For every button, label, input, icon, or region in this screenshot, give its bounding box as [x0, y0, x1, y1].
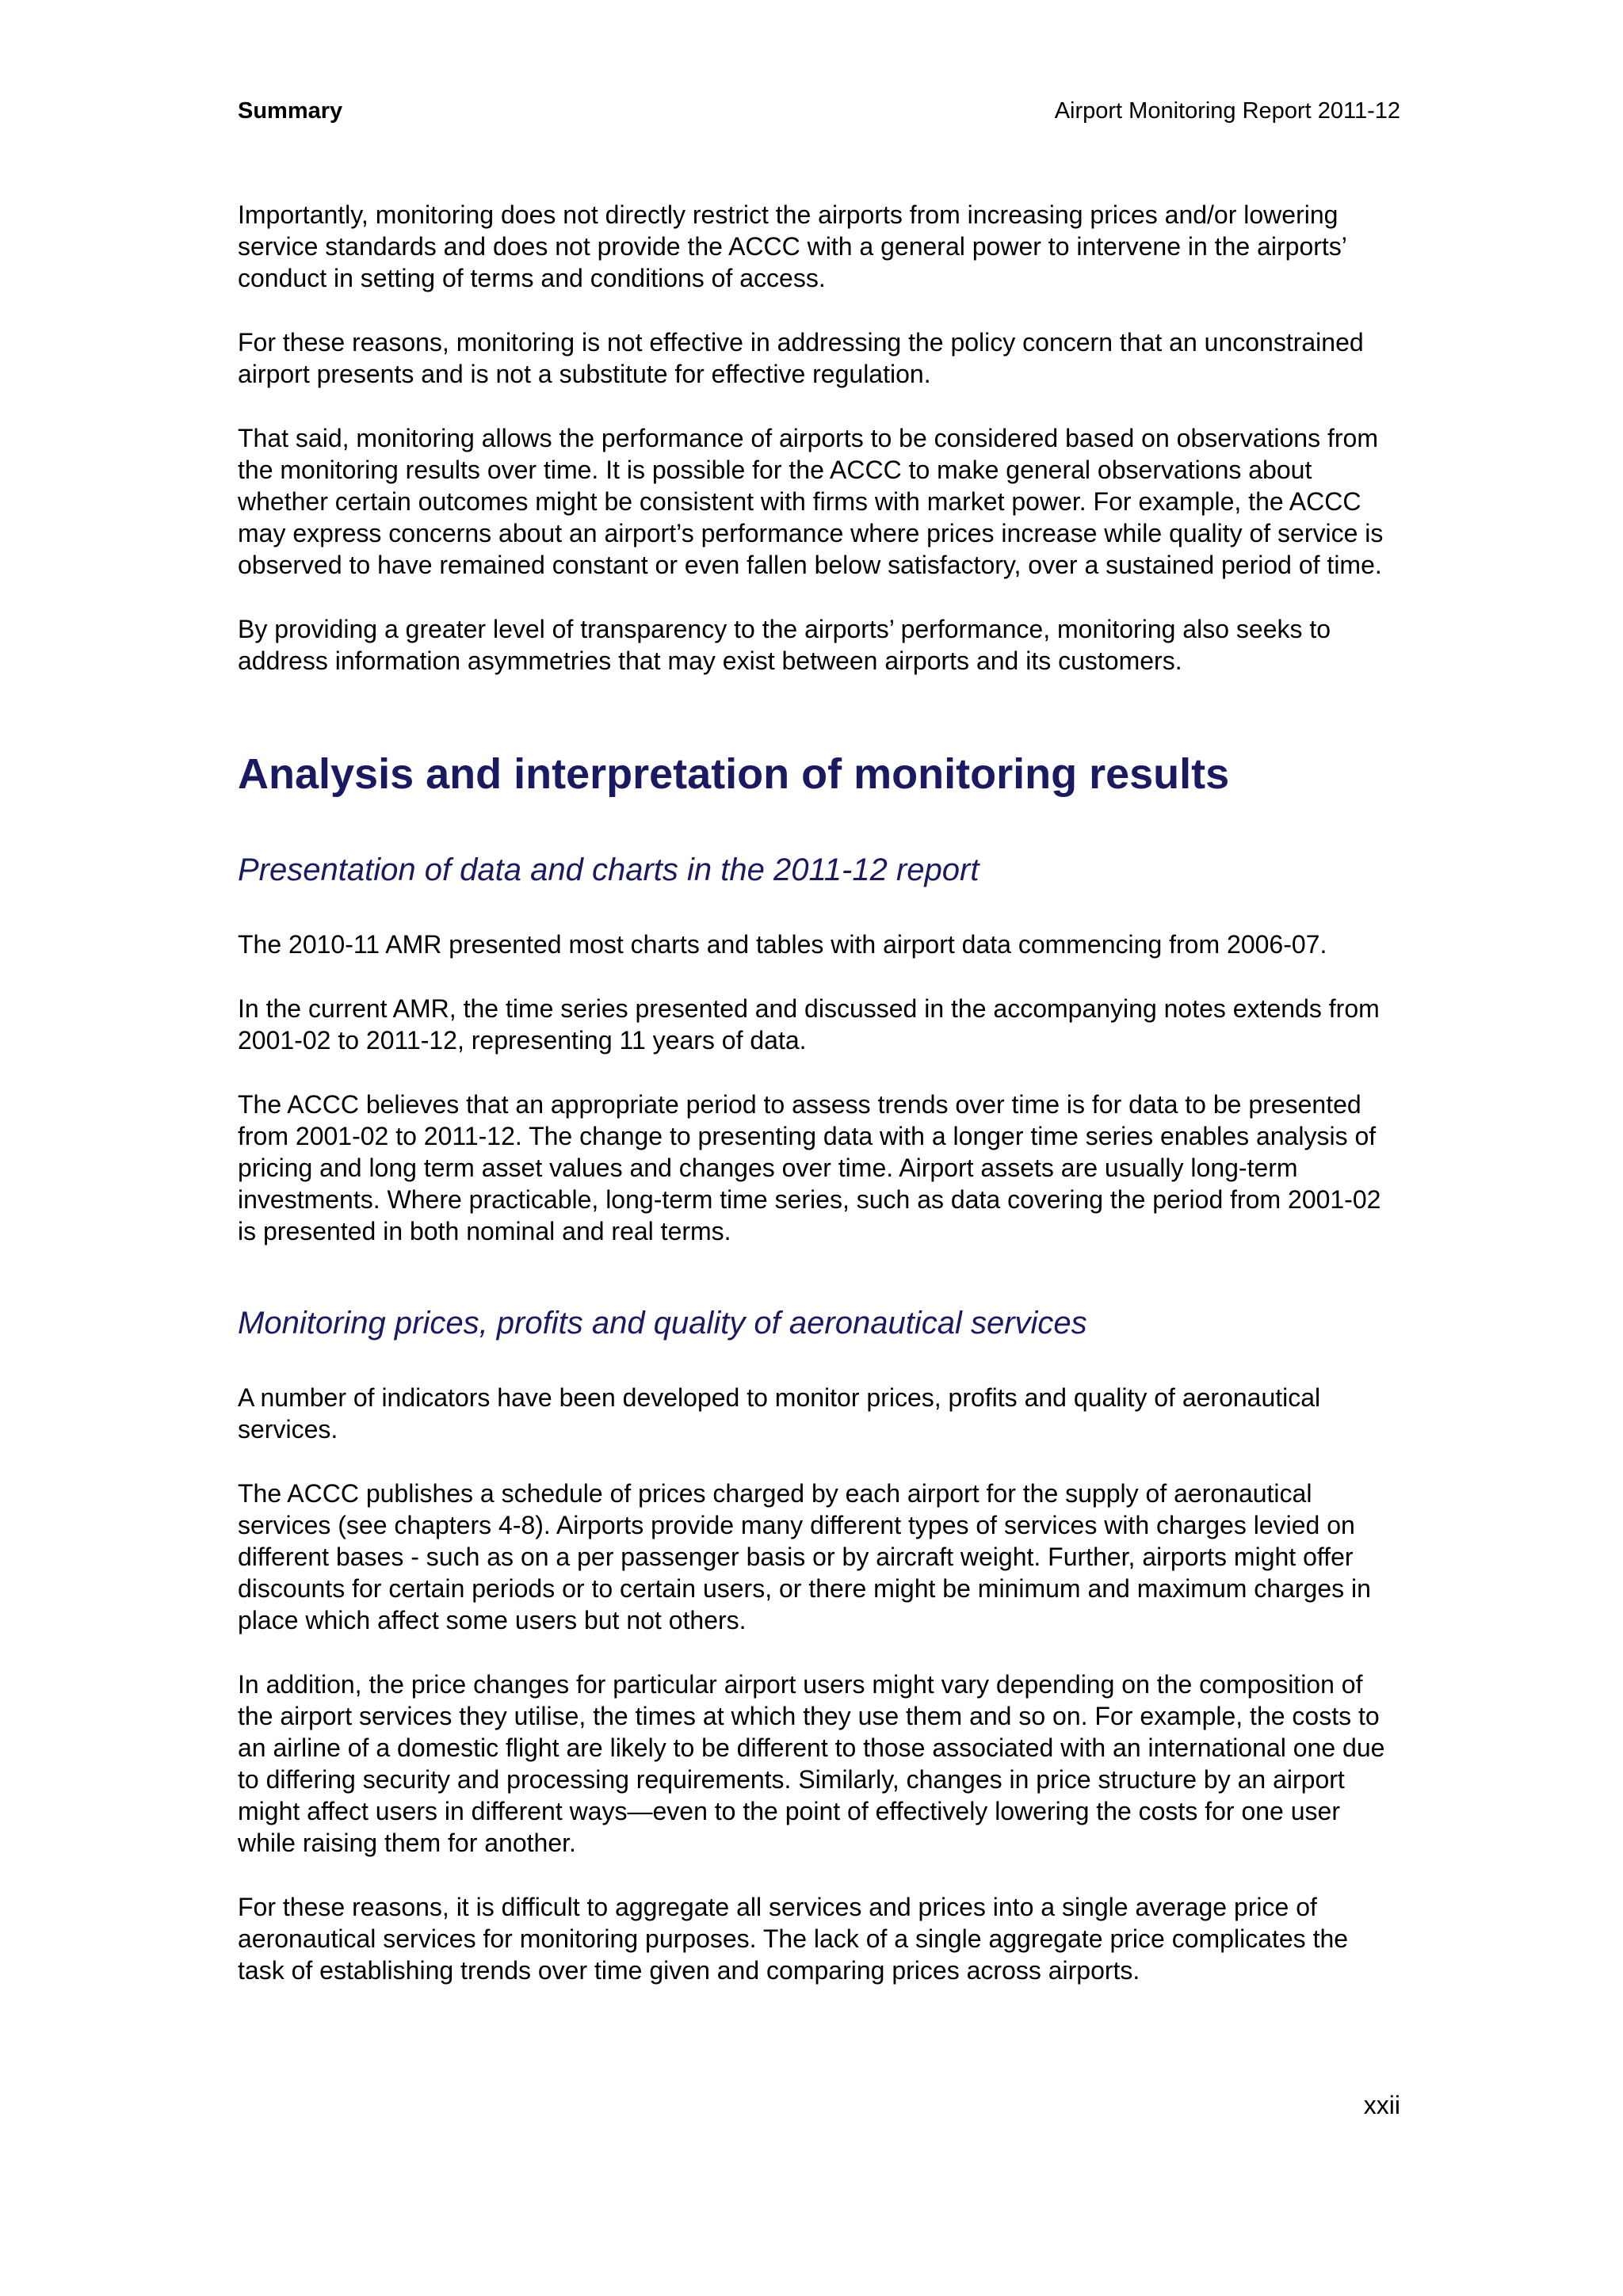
monitoring-paragraph-4: For these reasons, it is difficult to aggregate all services and prices into a single average price of aeronautical services for monitoring purposes. The lack of a single aggregate price complicates the task of establishing trends over time given and comparing prices across airports.	[238, 1893, 1349, 1985]
section-heading-monitoring: Monitoring prices, profits and quality of aeronautical services	[238, 1306, 1087, 1341]
main-heading: Analysis and interpretation of monitoring results	[238, 750, 1230, 798]
intro-paragraph-4: By providing a greater level of transparency to the airports’ performance, monitoring also seeks to address information asymmetries that may exist between airports and its customers.	[238, 615, 1331, 675]
presentation-paragraph-2: In the current AMR, the time series presented and discussed in the accompanying notes extends from 2001-02 to 2011-12, representing 11 years of data.	[238, 994, 1380, 1055]
intro-paragraph-1: Importantly, monitoring does not directly restrict the airports from increasing prices and/or lowering service standards and does not provide the ACCC with a general power to intervene in the airports’ conduct in setting of terms and conditions of access.	[238, 200, 1346, 292]
monitoring-paragraph-3: In addition, the price changes for particular airport users might vary depending on the composition of the airport services they utilise, the times at which they use them and so on. For example, the costs to an airline of a domestic flight are likely to be different to those associated with an international one due to differing security and processing requirements. Similarly, changes in price structure by an airport might affect users in different ways—even to the point of effectively lowering the costs for one user while raising them for another.	[238, 1670, 1385, 1857]
header-section-label: Summary	[238, 98, 343, 124]
section-heading-presentation: Presentation of data and charts in the 2011-12 report	[238, 852, 980, 887]
page-number: xxii	[1363, 2091, 1400, 2119]
monitoring-paragraph-2: The ACCC publishes a schedule of prices charged by each airport for the supply of aeronautical services (see chapters 4-8). Airports provide many different types of services with charges levied on different bases - such as on a per passenger basis or by aircraft weight. Further, airports might offer discounts for certain periods or to certain users, or there might be minimum and maximum charges in place which affect some users but not others.	[238, 1479, 1371, 1634]
intro-paragraph-2: For these reasons, monitoring is not effective in addressing the policy concern that an unconstrained airport presents and is not a substitute for effective regulation.	[238, 328, 1364, 388]
header-report-title: Airport Monitoring Report 2011-12	[1054, 98, 1400, 124]
intro-paragraph-3: That said, monitoring allows the performance of airports to be considered based on observations from the monitoring results over time. It is possible for the ACCC to make general observations about whether certain outcomes might be consistent with firms with market power. For example, the ACCC may express concerns about an airport’s performance where prices increase while quality of service is observed to have remained constant or even fallen below satisfactory, over a sustained period of time.	[238, 424, 1384, 579]
presentation-paragraph-3: The ACCC believes that an appropriate period to assess trends over time is for data to be presented from 2001-02 to 2011-12. The change to presenting data with a longer time series enables analysis of pricing and long term asset values and changes over time. Airport assets are usually long-term investments. Where practicable, long-term time series, such as data covering the period from 2001-02 is presented in both nominal and real terms.	[238, 1090, 1381, 1245]
page-content	[238, 199, 1395, 1986]
presentation-paragraph-1: The 2010-11 AMR presented most charts and tables with airport data commencing from 2006-07.	[238, 930, 1327, 959]
monitoring-paragraph-1: A number of indicators have been developed to monitor prices, profits and quality of aeronautical services.	[238, 1383, 1321, 1444]
